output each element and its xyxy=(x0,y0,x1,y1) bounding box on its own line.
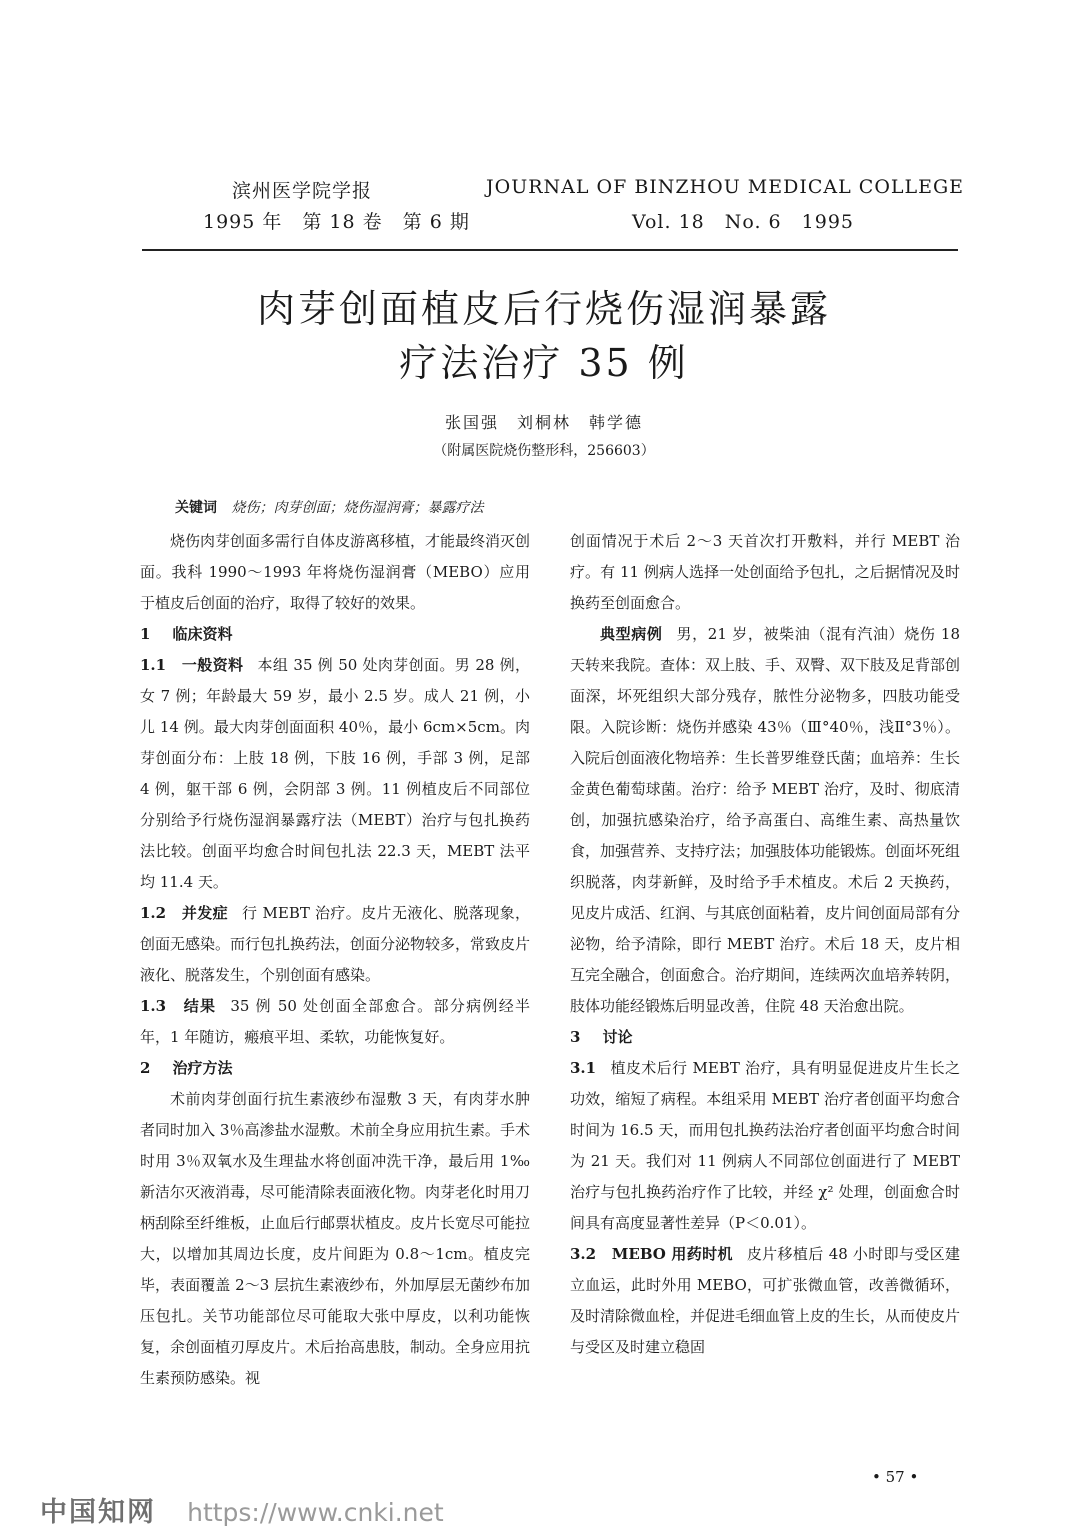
keywords xyxy=(175,497,483,517)
subsection-1-1-text: 本组 35 例 50 处肉芽创面。男 28 例，女 7 例；年龄最大 59 岁，最小 2.5 岁。成人 21 例，小儿 14 例。最大肉芽创面面积 40％，最小 6cm×5cm。肉芽创面分布：上肢 18 例，下肢 16 例，手部 3 例，足部 4 例，躯干部 6 例，会阴部 3 例。11 例植皮后不同部位分别给予行烧伤湿润暴露疗法（MEBT）治疗与包扎换药法比较。创面平均愈合时间包扎法 22.3 天，MEBT 法平均 11.4 天。 xyxy=(140,656,530,891)
subsection-1-3-title: 1.3 结果 xyxy=(140,997,217,1015)
cnki-logo-text: 中国知网 xyxy=(40,1497,156,1528)
subsection-1-1 xyxy=(140,650,530,898)
section-2-number: 2 xyxy=(140,1059,151,1077)
subsection-3-2-title: 3.2 MEBO 用药时机 xyxy=(570,1245,733,1263)
subsection-3-1-title: 3.1 xyxy=(570,1059,597,1077)
subsection-3-1 xyxy=(570,1053,960,1239)
section-1-number: 1 xyxy=(140,625,151,643)
subsection-3-2-text: 皮片移植后 48 小时即与受区建立血运，此时外用 MEBO，可扩张微血管，改善微循环，及时清除微血栓，并促进毛细血管上皮的生长，从而使皮片与受区及时建立稳固 xyxy=(570,1245,961,1356)
section-3-title: 讨论 xyxy=(602,1028,633,1046)
section-2-heading xyxy=(140,1053,530,1084)
typical-case-title: 典型病例 xyxy=(600,625,663,643)
article-title-line1: 肉芽创面植皮后行烧伤湿润暴露 xyxy=(256,287,831,331)
cnki-watermark xyxy=(40,1490,444,1529)
section-1-heading xyxy=(140,619,530,650)
right-column xyxy=(570,526,960,1363)
subsection-1-2-title: 1.2 并发症 xyxy=(140,904,229,922)
cnki-url[interactable]: https://www.cnki.net xyxy=(187,1498,444,1527)
section-2-text: 术前肉芽创面行抗生素液纱布湿敷 3 天，有肉芽水肿者同时加入 3％高渗盐水湿敷。术前全身应用抗生素。手术时用 3％双氧水及生理盐水将创面冲洗干净，最后用 1‰新洁尔灭液消毒，尽可能清除表面液化物。肉芽老化时用刀柄刮除至纤维板，止血后行邮票状植皮。皮片长宽尽可能拉大，以增加其周边长度，皮片间距为 0.8～1cm。植皮完毕，表面覆盖 2～3 层抗生素液纱布，外加厚层无菌纱布加压包扎。关节功能部位尽可能取大张中厚皮，以利功能恢复，余创面植刃厚皮片。术后抬高患肢，制动。全身应用抗生素预防感染。视 xyxy=(140,1090,531,1387)
typical-case-text: 男，21 岁，被柴油（混有汽油）烧伤 18 天转来我院。查体：双上肢、手、双臀、双下肢及足背部创面深，坏死组织大部分残存，脓性分泌物多，四肢功能受限。入院诊断：烧伤并感染 43％（Ⅲ°40％，浅Ⅱ°3％）。入院后创面液化物培养：生长普罗维登氏菌；血培养：生长金黄色葡萄球菌。治疗：给予 MEBT 治疗，及时、彻底清创，加强抗感染治疗，给予高蛋白、高维生素、高热量饮食，加强营养、支持疗法；加强肢体功能锻炼。创面坏死组织脱落，肉芽新鲜，及时给予手术植皮。术后 2 天换药，见皮片成活、红润、与其底创面粘着，皮片间创面局部有分泌物，给予清除，即行 MEBT 治疗。术后 18 天，皮片相互完全融合，创面愈合。治疗期间，连续两次血培养转阴，肢体功能经锻炼后明显改善，住院 48 天治愈出院。 xyxy=(570,625,961,1015)
section-3-heading xyxy=(570,1022,960,1053)
subsection-1-2-text: 行 MEBT 治疗。皮片无液化、脱落现象，创面无感染。而行包扎换药法，创面分泌物较多，常致皮片液化、脱落发生，个别创面有感染。 xyxy=(140,904,531,984)
subsection-3-1-text: 植皮术后行 MEBT 治疗，具有明显促进皮片生长之功效，缩短了病程。本组采用 MEBT 治疗者创面平均愈合时间为 16.5 天，而用包扎换药法治疗者创面平均愈合时间为 21 天。我们对 11 例病人不同部位创面进行了 MEBT 治疗与包扎换药治疗作了比较，并经 χ² 处理，创面愈合时间具有高度显著性差异（P＜0.01）。 xyxy=(570,1059,960,1232)
intro-paragraph: 烧伤肉芽创面多需行自体皮游离移植，才能最终消灭创面。我科 1990～1993 年将烧伤湿润膏（MEBO）应用于植皮后创面的治疗，取得了较好的效果。 xyxy=(140,532,531,612)
continued-paragraph: 创面情况于术后 2～3 天首次打开敷料，并行 MEBT 治疗。有 11 例病人选择一处创面给予包扎，之后据情况及时换药至创面愈合。 xyxy=(570,532,960,612)
section-1-title: 临床资料 xyxy=(172,625,233,643)
subsection-1-1-title: 1.1 一般资料 xyxy=(140,656,244,674)
section-2-title: 治疗方法 xyxy=(172,1059,233,1077)
page-number: • 57 • xyxy=(872,1468,919,1486)
journal-name-cn: 滨州医学院学报 xyxy=(232,180,373,202)
keywords-text: 烧伤；肉芽创面；烧伤湿润膏；暴露疗法 xyxy=(231,500,484,516)
affiliation: （附属医院烧伤整形科，256603） xyxy=(433,443,655,459)
issue-info-en: Vol. 18 No. 6 1995 xyxy=(632,211,854,233)
header-rule xyxy=(142,249,958,251)
journal-name-en: JOURNAL OF BINZHOU MEDICAL COLLEGE xyxy=(486,176,965,198)
section-3-number: 3 xyxy=(570,1028,581,1046)
issue-info-cn: 1995 年 第 18 卷 第 6 期 xyxy=(203,211,470,233)
keywords-label: 关键词 xyxy=(175,500,217,516)
subsection-1-3 xyxy=(140,991,530,1053)
authors: 张国强 刘桐林 韩学德 xyxy=(444,413,643,432)
left-column xyxy=(140,526,530,1394)
subsection-3-2 xyxy=(570,1239,960,1363)
subsection-1-3-text: 35 例 50 处创面全部愈合。部分病例经半年，1 年随访，瘢痕平坦、柔软，功能恢复好。 xyxy=(140,997,530,1046)
article-title-line2: 疗法治疗 35 例 xyxy=(399,341,689,385)
subsection-1-2 xyxy=(140,898,530,991)
typical-case xyxy=(570,619,960,1022)
